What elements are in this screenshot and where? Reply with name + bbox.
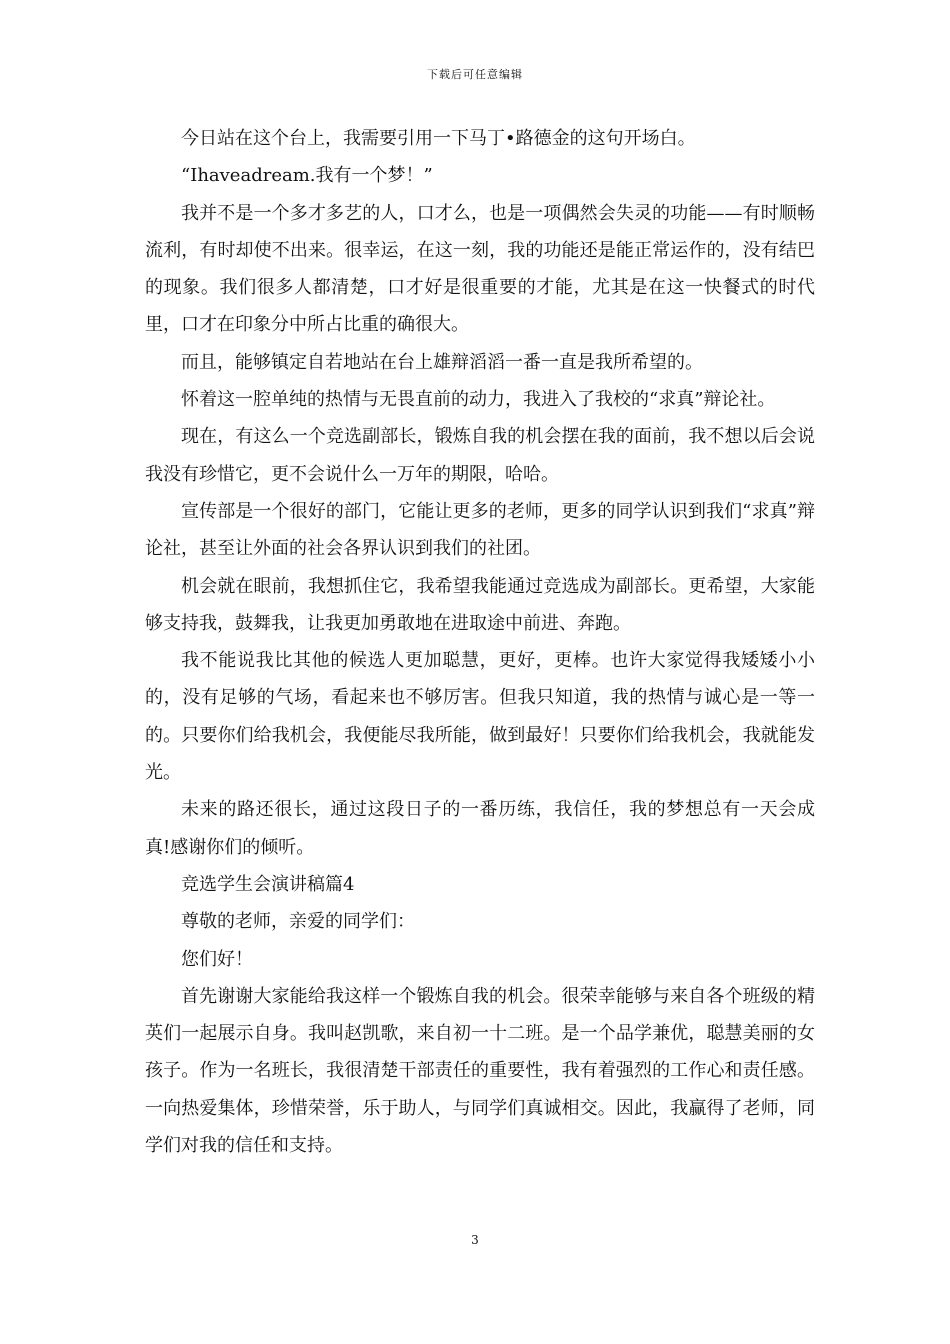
- paragraph-eloquence: 我并不是一个多才多艺的人，口才么，也是一项偶然会失灵的功能——有时顺畅流利，有时却使不出来。很幸运，在这一刻，我的功能还是能正常运作的，没有结巴的现象。我们很多人都清楚，口才好是很重要的才能，尤其是在这一快餐式的时代里，口才在印象分中所占比重的确很大。: [145, 202, 815, 336]
- paragraph-opening-quote: 今日站在这个台上，我需要引用一下马丁•路德金的这句开场白。: [181, 128, 696, 149]
- paragraph-publicity-dept: 宣传部是一个很好的部门，它能让更多的老师，更多的同学认识到我们“求真”辩论社，甚至让外面的社会各界认识到我们的社团。: [145, 500, 815, 560]
- paragraph-hope: 而且，能够镇定自若地站在台上雄辩滔滔一番一直是我所希望的。: [181, 351, 703, 373]
- paragraph-enthusiasm: 我不能说我比其他的候选人更加聪慧，更好，更棒。也许大家觉得我矮矮小小的，没有足够的气场，看起来也不够厉害。但我只知道，我的热情与诚心是一等一的。只要你们给我机会，我便能尽我所能，做到最好！只要你们给我机会，我就能发光。: [145, 650, 815, 784]
- paragraph-debate-club: 怀着这一腔单纯的热情与无畏直前的动力，我进入了我校的“求真”辩论社。: [181, 389, 776, 411]
- paragraph-opportunity: 现在，有这么一个竞选副部长，锻炼自我的机会摆在我的面前，我不想以后会说我没有珍惜它，更不会说什么一万年的期限，哈哈。: [145, 426, 815, 485]
- header-note: 下载后可任意编辑: [427, 68, 523, 81]
- paragraph-salutation: 尊敬的老师，亲爱的同学们：: [181, 911, 415, 933]
- paragraph-future: 未来的路还很长，通过这段日子的一番历练，我信任，我的梦想总有一天会成真!感谢你们的倾听。: [145, 799, 815, 858]
- page-number: 3: [471, 1233, 479, 1247]
- section-title-speech-4: 竞选学生会演讲稿篇4: [181, 873, 355, 895]
- paragraph-greeting: 您们好！: [181, 948, 253, 970]
- document-body: [145, 120, 815, 1164]
- paragraph-seize-chance: 机会就在眼前，我想抓住它，我希望我能通过竞选成为副部长。更希望，大家能够支持我，鼓舞我，让我更加勇敢地在进取途中前进、奔跑。: [145, 575, 815, 634]
- paragraph-dream-quote: “Ihaveadream.我有一个梦！”: [181, 165, 433, 187]
- paragraph-self-introduction: 首先谢谢大家能给我这样一个锻炼自我的机会。很荣幸能够与来自各个班级的精英们一起展示自身。我叫赵凯歌，来自初一十二班。是一个品学兼优，聪慧美丽的女孩子。作为一名班长，我很清楚干部责任的重要性，我有着强烈的工作心和责任感。一向热爱集体，珍惜荣誉，乐于助人，与同学们真诚相交。因此，我赢得了老师，同学们对我的信任和支持。: [145, 985, 815, 1157]
